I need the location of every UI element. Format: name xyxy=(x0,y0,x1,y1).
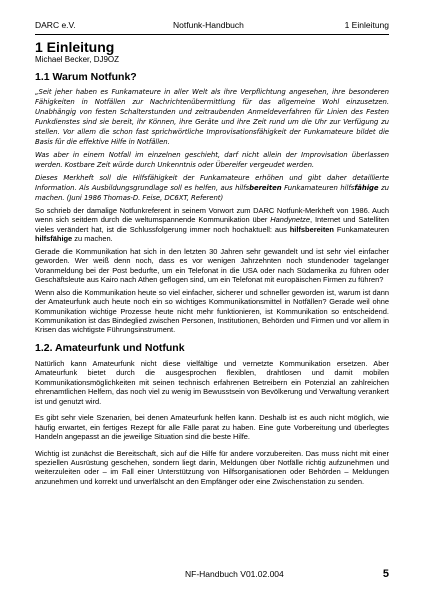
header-organization: DARC e.V. xyxy=(35,20,76,30)
header-chapter: 1 Einleitung xyxy=(344,20,389,30)
section-2-title: 1.2. Amateurfunk und Notfunk xyxy=(35,341,185,354)
body-paragraph: Natürlich kann Amateurfunk nicht diese vielfältige und vernetzte Kommunikation ersetzen. Aber Amateurfunk bietet durch die ausgesprochen flexiblen, drahtlosen und damit mobilen Kommunikationsmöglichkeiten mit seinen technisch erfahrenen Betreibern ein Potenzial an zahlreichen ehrenamtlichen Helfern, das noch viel zu wenig im Bewusstsein von Bevölkerung und Verwaltung verankert ist und genutzt wird. xyxy=(35,358,389,406)
quote-3-text-c: zu machen. (Juni 1986 Thomas-D. Feise, DC6XT, Referent) xyxy=(35,184,389,202)
quote-paragraph-3 xyxy=(35,173,389,203)
page-body xyxy=(35,40,389,489)
page-number: 5 xyxy=(382,568,389,580)
body-paragraph: Gerade die Kommunikation hat sich in den letzten 30 Jahren sehr gewandelt und ist sehr viel einfacher geworden. Wer weiß denn noch, dass es vor wenigen Jahrzehnten noch stundenoder tagelanger Voranmeldung bei der Post bedurfte, um ein Telefonat in die USA oder nach Südamerika zu führen oder Geschäftsleute aus Kairo nach Athen geflogen sind, um ein Telefonat mit europäischen Firmen zu führen? xyxy=(35,246,389,285)
quote-3-bold-a: bereiten xyxy=(249,184,282,192)
quote-3-text-a: Dieses Merkheft soll die Hilfsfähigkeit der Funkamateure erhöhen und gibt daher detaillierte Information. Als Ausbildungsgrundlage soll es helfen, aus hilfs xyxy=(35,174,389,192)
body-paragraph: Es gibt sehr viele Szenarien, bei denen Amateurfunk helfen kann. Deshalb ist es auch nicht möglich, wie häufig erwartet, ein fertiges Rezept für alle Fälle parat zu haben. Eine gute Vorbereitung und überlegtes Handeln angepasst an die jeweilige Situation sind die beste Hilfe. xyxy=(35,413,389,442)
chapter-author: Michael Becker, DJ9OZ xyxy=(35,55,120,64)
header-rule xyxy=(35,34,389,35)
quote-paragraph-1 xyxy=(35,87,389,147)
body-paragraph: Wenn also die Kommunikation heute so viel einfacher, sicherer und schneller geworden ist, warum ist dann der Amateurfunk auch heute noch ein so wichtiges Kommunikationsmittel in Notfällen? Gerade weil ohne Kommunikation wichtige Prozesse heute nicht mehr funktionieren, ist Kommunikation so entscheidend. Kommunikation ist das Bindeglied zwischen Personen, Institutionen, Behörden und Firmen und vor allem in Krisen das wichtigste Führungsinstrument. xyxy=(35,287,389,335)
section-1-title: 1.1 Warum Notfunk? xyxy=(35,71,137,83)
running-footer xyxy=(35,568,389,582)
p1-text-b: , Internet und Satelliten vieles verändert hat, ist die Schlussfolgerung immer noch hochaktuell: aus xyxy=(35,215,389,234)
body-paragraph xyxy=(35,206,389,244)
header-book-title: Notfunk-Handbuch xyxy=(173,20,244,30)
p1-text-d: zu machen. xyxy=(72,234,113,244)
chapter-title: 1 Einleitung xyxy=(35,39,115,55)
quote-3-bold-b: fähige xyxy=(354,184,379,192)
quote-paragraph-2: Was aber in einem Notfall im einzelnen geschieht, darf nicht allein der Improvisation überlassen werden. Kostbare Zeit würde durch Unkenntnis oder Übereifer vergeudet werden. xyxy=(35,151,389,169)
quote-1-text: „Seit jeher haben es Funkamateure in aller Welt als ihre Verpflichtung angesehen, ihre besonderen Fähigkeiten in Notfällen zur Nachrichtenübermittlung für das allgemeine Wohl einzusetzen. Unabhängig von festen Schalterstunden und zeitraubenden Anmeldeverfahren für Linien des Festen Funkdienstes sind sie bereit, ihr Können, ihre Geräte und ihre Zeit rund um die Uhr zur Verfügung zu stellen. Vor allem die schon fast sprichwörtliche Improvisationsfähigkeit der Funkamateure bildet die Basis für die effektive Hilfe in Notfällen. xyxy=(35,88,389,146)
p1-text-c: Funkamateuren xyxy=(333,224,389,234)
running-header xyxy=(35,20,389,34)
p1-text-a: So schrieb der damalige Notfunkreferent in seinem Vorwort zum DARC Notfunk-Merkheft von 1986. Auch wenn sich seitdem durch die weltumspannende Kommunikation über xyxy=(35,206,389,225)
p1-italic: Handynetze xyxy=(270,215,310,225)
p1-bold-a: hilfsbereiten xyxy=(289,224,334,234)
quote-3-text-b: Funkamateuren hilfs xyxy=(281,184,355,192)
body-paragraph: Wichtig ist zunächst die Bereitschaft, sich auf die Hilfe für andere vorzubereiten. Das muss nicht mit einer speziellen Ausrüstung geschehen, sondern liegt darin, Meldungen über Notfälle richtig aufzunehmen und weiterzuleiten oder – im Fall einer Unterstützung von Hilfsorganisationen oder Behörden – Meldungen anzunehmen und korrekt und unverfälscht an den Empfänger oder eine Zwischenstation zu senden. xyxy=(35,448,389,486)
p1-bold-b: hilfsfähige xyxy=(35,234,73,244)
footer-version: NF-Handbuch V01.02.004 xyxy=(185,569,284,579)
